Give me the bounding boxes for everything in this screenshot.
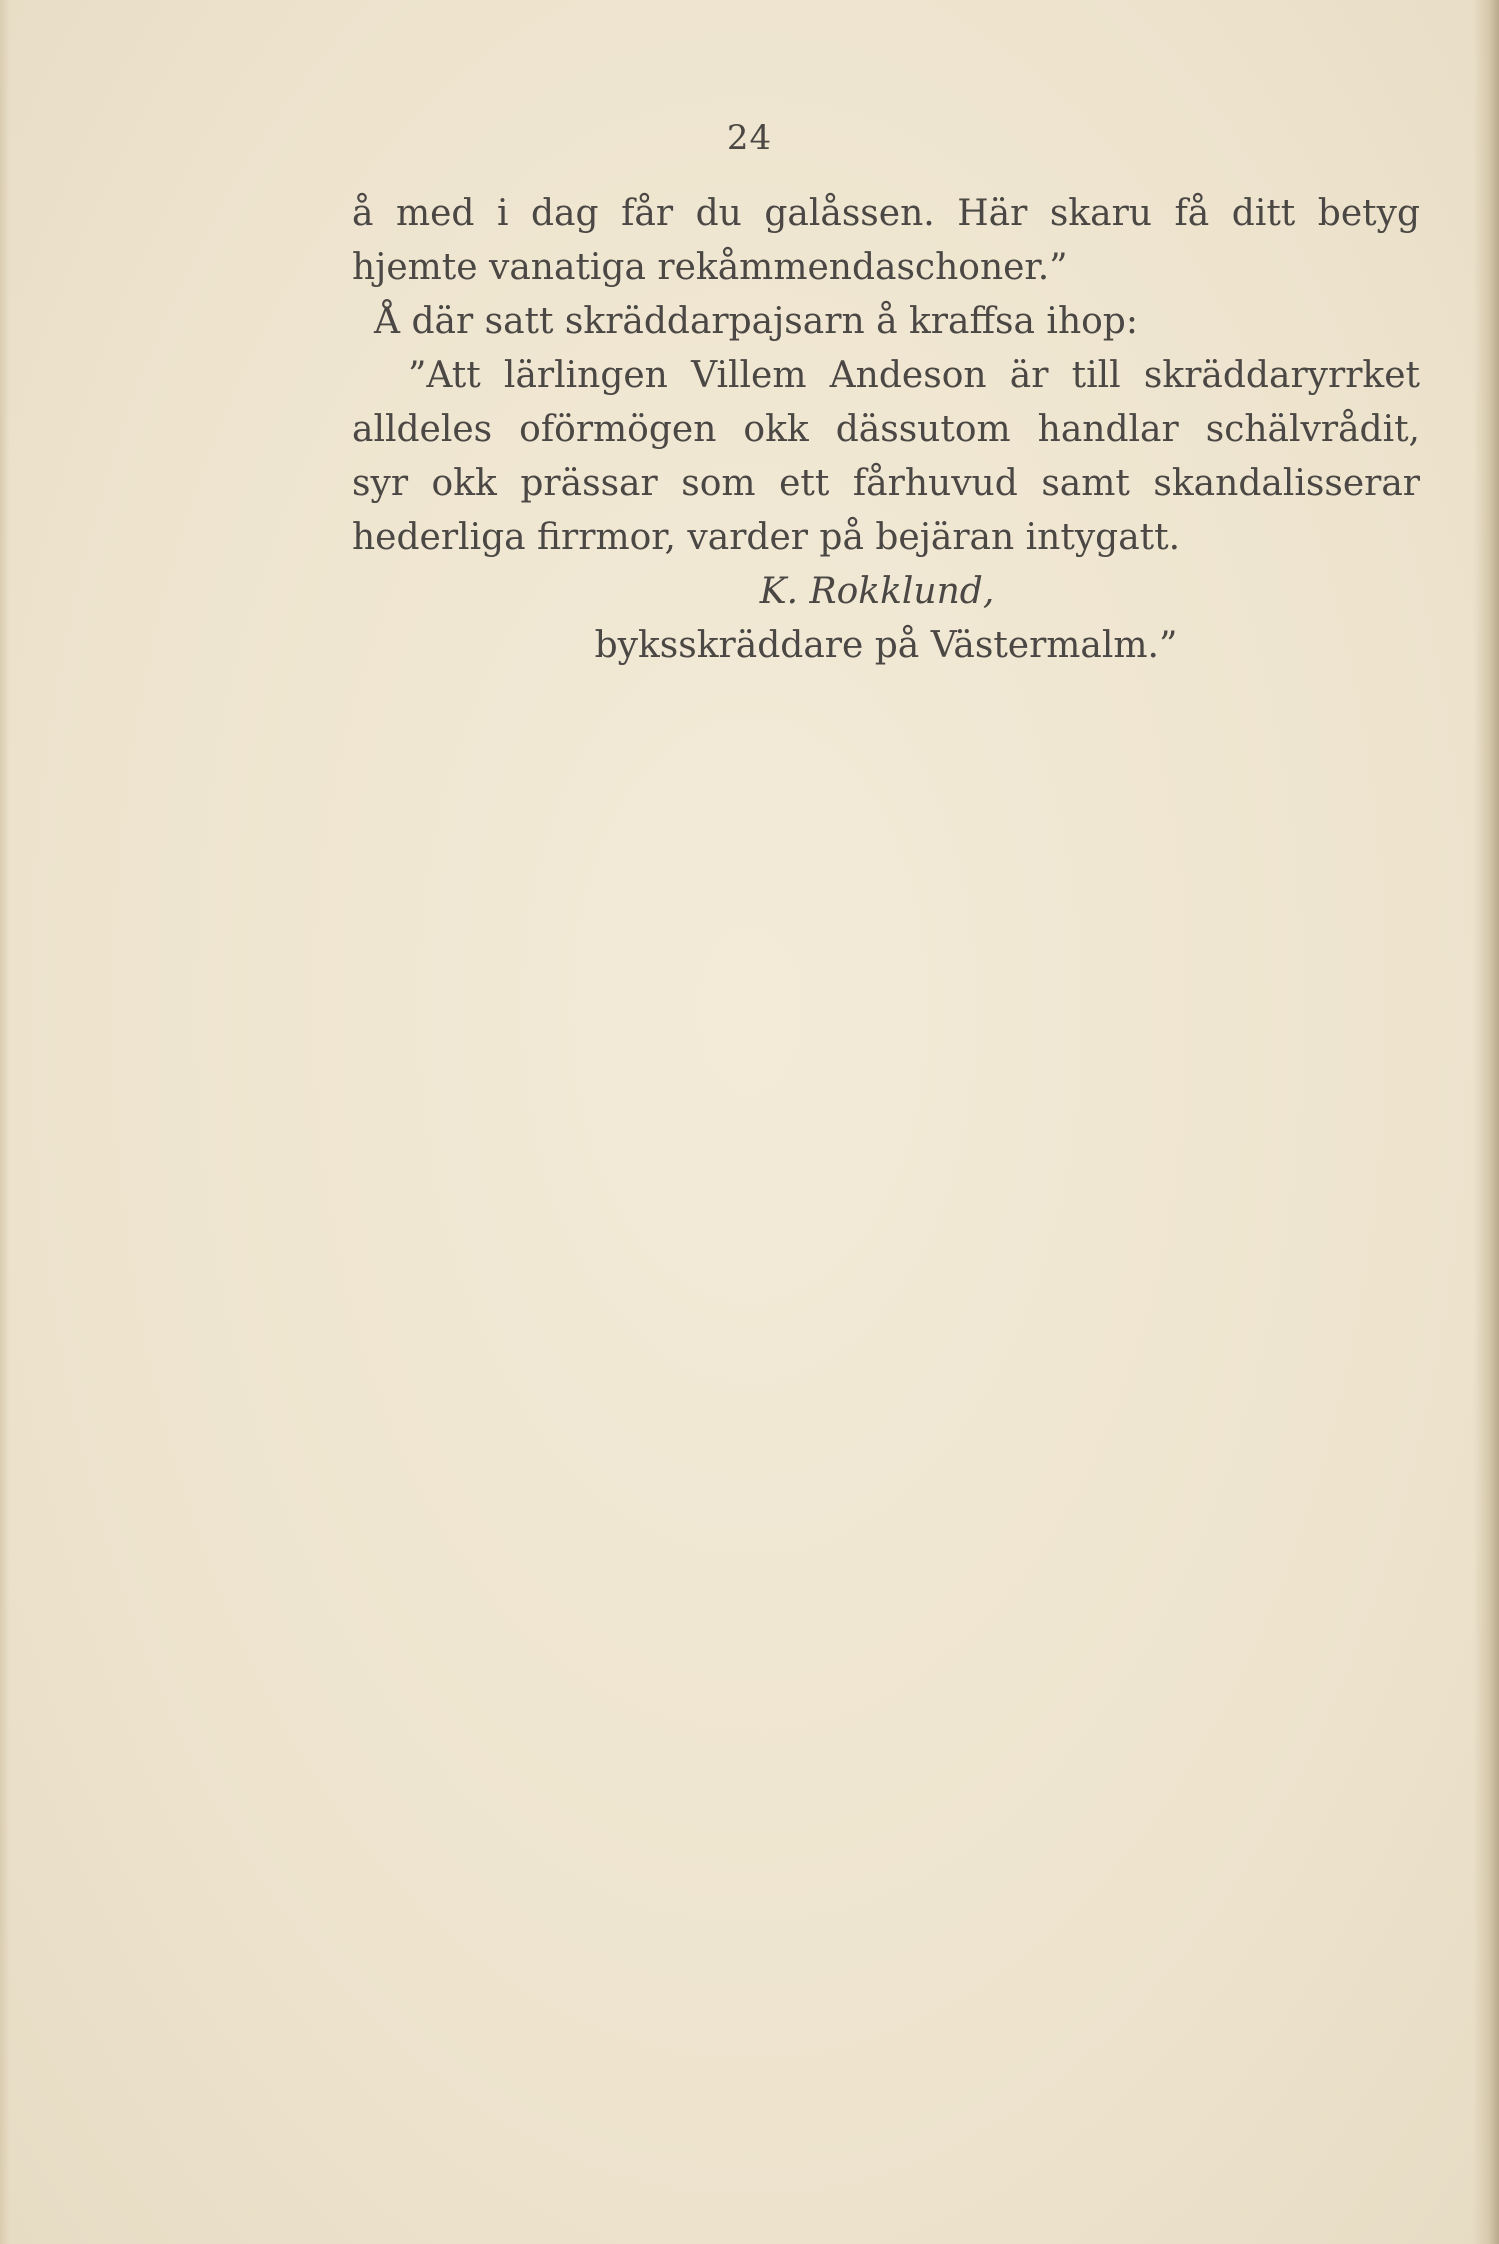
text-line-5: alldeles oförmögen okk dässutom handlar schälvrådit, bbox=[352, 409, 1420, 450]
page-left-edge bbox=[0, 0, 10, 2244]
text-line-4: ”Att lärlingen Villem Andeson är till skräddaryrrket bbox=[408, 355, 1420, 396]
signature-name: K. Rokklund, bbox=[759, 571, 995, 612]
text-line-6: syr okk prässar som ett fårhuvud samt skandalisserar bbox=[352, 463, 1420, 504]
text-line-1: å med i dag får du galåssen. Här skaru få ditt betyg bbox=[352, 193, 1420, 234]
body-text bbox=[352, 187, 1420, 673]
text-line-2: hjemte vanatiga rekåmmendaschoner.” bbox=[352, 247, 1068, 288]
page-right-edge bbox=[1473, 0, 1499, 2244]
text-line-7: hederliga firrmor, varder på bejäran intygatt. bbox=[352, 517, 1181, 558]
page-number: 24 bbox=[726, 118, 773, 158]
text-line-3: Å där satt skräddarpajsarn å kraffsa ihop: bbox=[374, 301, 1138, 342]
signature-title: byksskräddare på Västermalm.” bbox=[594, 625, 1178, 666]
